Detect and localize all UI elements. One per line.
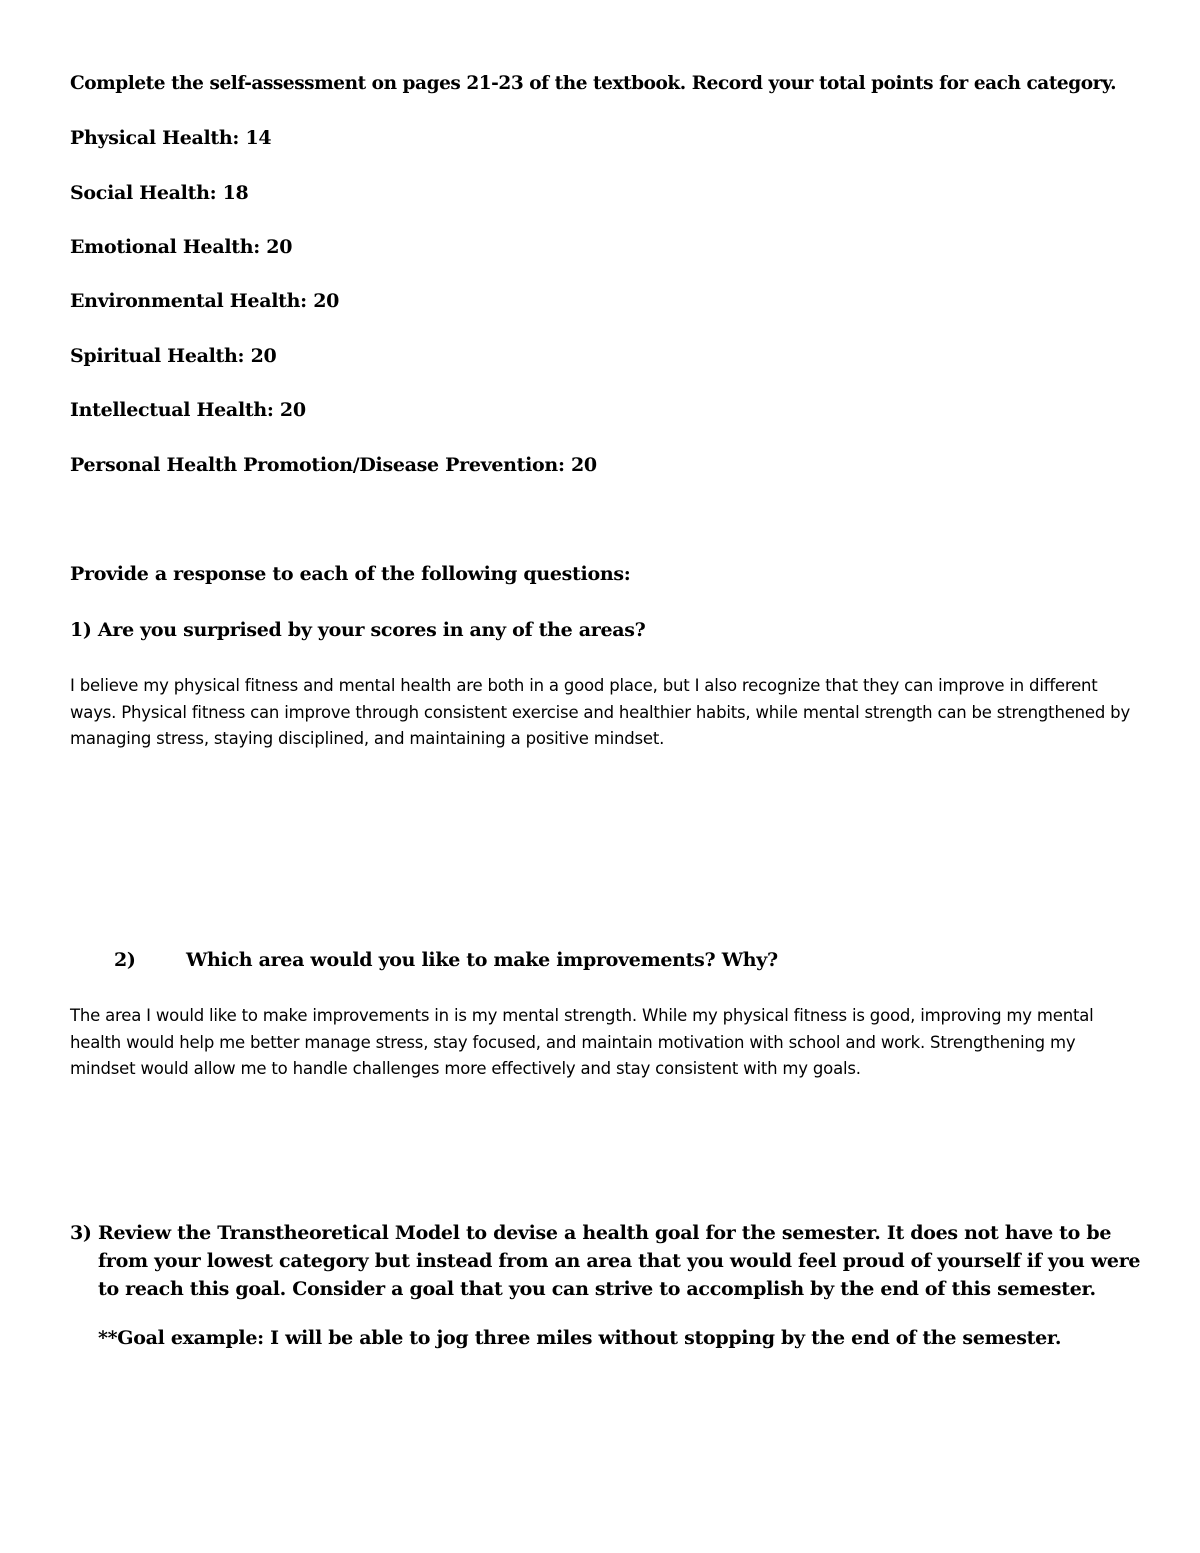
score-spiritual <box>70 345 276 367</box>
question-3-text: Review the Transtheoretical Model to devise a health goal for the semester. It does not have to be from your lowest category but instead from an area that you would feel proud of yourself if you were to reach this goal. Consider a goal that you can strive to accomplish by the end of this semester. <box>98 1222 1141 1300</box>
score-social <box>70 182 248 204</box>
score-value: 20 <box>266 236 293 258</box>
score-label: Environmental Health: <box>70 290 307 312</box>
score-value: 14 <box>245 127 272 149</box>
score-value: 20 <box>279 399 306 421</box>
answer-1: I believe my physical fitness and mental health are both in a good place, but I also recognize that they can improve in different ways. Physical fitness can improve through consistent exercise and healthier habits, while mental strength can be strengthened by managing stress, staying disciplined, and maintaining a positive mindset. <box>70 676 1131 748</box>
score-value: 20 <box>250 345 277 367</box>
goal-example: **Goal example: I will be able to jog three miles without stopping by the end of the semester. <box>98 1327 1062 1349</box>
score-label: Intellectual Health: <box>70 399 274 421</box>
question-2-number: 2) <box>114 949 136 971</box>
score-physical <box>70 127 271 149</box>
score-value: 20 <box>313 290 340 312</box>
score-label: Physical Health: <box>70 127 240 149</box>
score-label: Spiritual Health: <box>70 345 245 367</box>
questions-intro: Provide a response to each of the following questions: <box>70 563 631 585</box>
score-label: Personal Health Promotion/Disease Prevention: <box>70 454 565 476</box>
score-personal-health-promotion <box>70 454 597 476</box>
score-label: Social Health: <box>70 182 217 204</box>
question-2: Which area would you like to make improvements? Why? <box>186 949 778 971</box>
score-intellectual <box>70 399 306 421</box>
score-label: Emotional Health: <box>70 236 260 258</box>
question-1: 1) Are you surprised by your scores in any of the areas? <box>70 619 646 641</box>
answer-2: The area I would like to make improvements in is my mental strength. While my physical fitness is good, improving my mental health would help me better manage stress, stay focused, and maintain motivation with school and work. Strengthening my mindset would allow me to handle challenges more effectively and stay consistent with my goals. <box>70 1006 1094 1078</box>
score-emotional <box>70 236 292 258</box>
question-3-number: 3) <box>70 1222 92 1244</box>
instruction-text: Complete the self-assessment on pages 21-23 of the textbook. Record your total points for each category. <box>70 73 1117 94</box>
score-value: 18 <box>222 182 249 204</box>
score-value: 20 <box>571 454 597 476</box>
score-environmental <box>70 290 339 312</box>
